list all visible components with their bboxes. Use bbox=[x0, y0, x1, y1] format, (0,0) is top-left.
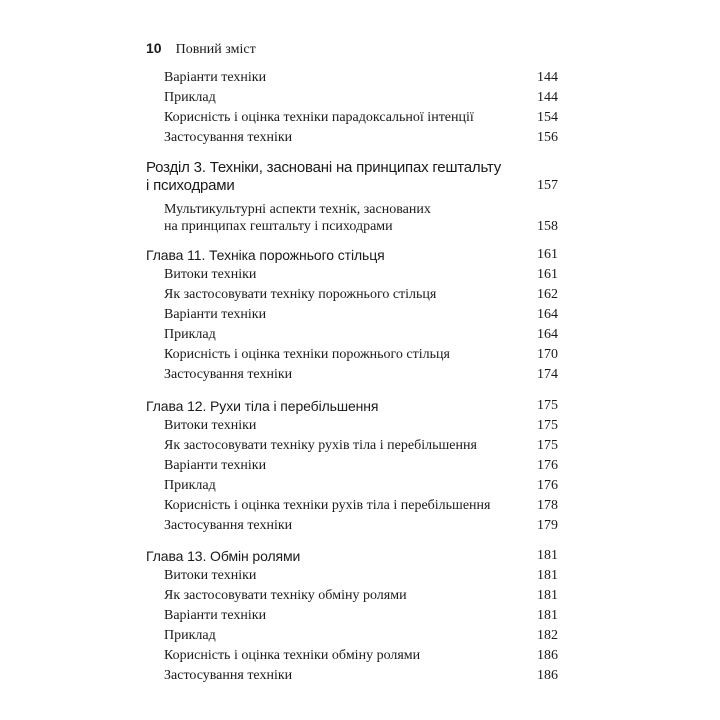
toc-entry-title: Як застосовувати техніку обміну ролями bbox=[164, 588, 407, 603]
toc-entry-page: 174 bbox=[537, 367, 558, 382]
toc-entry-title: Корисність і оцінка техніки порожнього стільця bbox=[164, 347, 450, 362]
toc-entry-page: 144 bbox=[537, 90, 558, 105]
toc-entry bbox=[146, 666, 558, 686]
toc-entry bbox=[146, 108, 558, 128]
toc-entry-page: 175 bbox=[537, 418, 558, 433]
chapter-heading bbox=[146, 546, 558, 566]
toc-entry-page: 186 bbox=[537, 668, 558, 683]
toc-entry-page: 144 bbox=[537, 70, 558, 85]
toc-entry-title: Варіанти техніки bbox=[164, 608, 267, 623]
toc-entry-title: Застосування техніки bbox=[164, 367, 293, 382]
toc-entry bbox=[146, 305, 558, 325]
toc-entry bbox=[146, 606, 558, 626]
chapter-page: 161 bbox=[537, 247, 558, 262]
toc-entry-page: 182 bbox=[537, 628, 558, 643]
toc-entry-page: 181 bbox=[537, 608, 558, 623]
toc-entry-title: Приклад bbox=[164, 478, 216, 493]
toc-entry-page: 181 bbox=[537, 588, 558, 603]
toc-entry-page: 161 bbox=[537, 267, 558, 282]
toc-entry-page: 186 bbox=[537, 648, 558, 663]
toc-entry-page: 176 bbox=[537, 458, 558, 473]
chapter-page: 175 bbox=[537, 398, 558, 413]
chapter-title: Глава 12. Рухи тіла і перебільшення bbox=[146, 398, 379, 414]
toc-entry-title: Варіанти техніки bbox=[164, 70, 267, 85]
chapter-title: Глава 11. Техніка порожнього стільця bbox=[146, 247, 385, 263]
toc-entry bbox=[146, 586, 558, 606]
toc-entry-title: Витоки техніки bbox=[164, 568, 257, 583]
toc-entry bbox=[146, 416, 558, 436]
toc-entry-line bbox=[146, 217, 558, 237]
toc-entry-title-continued: на принципах гештальту і психодрами bbox=[164, 219, 393, 234]
toc-entry-page: 158 bbox=[537, 219, 558, 234]
toc-entry bbox=[146, 285, 558, 305]
toc-entry-title: Як застосовувати техніку порожнього стільця bbox=[164, 287, 437, 302]
toc-entry-title: Корисність і оцінка техніки парадоксальної інтенції bbox=[164, 110, 474, 125]
toc-entry-title: Витоки техніки bbox=[164, 418, 257, 433]
toc-entry bbox=[146, 626, 558, 646]
toc-entry bbox=[146, 68, 558, 88]
toc-entry bbox=[146, 646, 558, 666]
chapter-heading bbox=[146, 245, 558, 265]
toc-entry bbox=[146, 365, 558, 385]
toc-entry-page: 162 bbox=[537, 287, 558, 302]
toc-entry-title: Як застосовувати техніку рухів тіла і перебільшення bbox=[164, 438, 477, 453]
toc-entry-title: Приклад bbox=[164, 628, 216, 643]
section-title: Розділ 3. Техніки, засновані на принципах гештальту bbox=[146, 159, 502, 176]
toc-entry-page: 164 bbox=[537, 307, 558, 322]
toc-entry-page: 164 bbox=[537, 327, 558, 342]
toc-entry-page: 179 bbox=[537, 518, 558, 533]
toc-entry bbox=[146, 128, 558, 148]
section-title-continued: і психодрами bbox=[146, 177, 235, 194]
toc-entry-page: 175 bbox=[537, 438, 558, 453]
toc-entry-title: Приклад bbox=[164, 327, 216, 342]
section-heading-line bbox=[146, 176, 558, 196]
toc-entry-title: Застосування техніки bbox=[164, 668, 293, 683]
toc-entry bbox=[146, 496, 558, 516]
toc-entry-title: Застосування техніки bbox=[164, 130, 293, 145]
toc-entry-title: Витоки техніки bbox=[164, 267, 257, 282]
page-number: 10 bbox=[146, 40, 162, 56]
toc-entry-title: Мультикультурні аспекти технік, заснованих bbox=[164, 202, 431, 217]
toc-entry bbox=[146, 436, 558, 456]
toc-entry-page: 178 bbox=[537, 498, 558, 513]
toc-entry bbox=[146, 566, 558, 586]
toc-entry-page: 156 bbox=[537, 130, 558, 145]
toc-entry bbox=[146, 456, 558, 476]
toc-entry-title: Корисність і оцінка техніки обміну ролями bbox=[164, 648, 421, 663]
toc-entry bbox=[146, 88, 558, 108]
toc-entry-page: 176 bbox=[537, 478, 558, 493]
section-page: 157 bbox=[537, 178, 558, 193]
toc-entry-title: Варіанти техніки bbox=[164, 458, 267, 473]
toc-entry-title: Корисність і оцінка техніки рухів тіла і перебільшення bbox=[164, 498, 491, 513]
chapter-heading bbox=[146, 396, 558, 416]
chapter-title: Глава 13. Обмін ролями bbox=[146, 548, 301, 564]
toc-entry-title: Приклад bbox=[164, 90, 216, 105]
toc-entry-page: 154 bbox=[537, 110, 558, 125]
toc-entry bbox=[146, 516, 558, 536]
toc-entry-title: Варіанти техніки bbox=[164, 307, 267, 322]
toc-entry bbox=[146, 345, 558, 365]
toc-entry bbox=[146, 325, 558, 345]
toc-entry-title: Застосування техніки bbox=[164, 518, 293, 533]
toc-entry bbox=[146, 476, 558, 496]
toc-entry bbox=[146, 265, 558, 285]
section-heading-line bbox=[146, 158, 558, 178]
chapter-page: 181 bbox=[537, 548, 558, 563]
running-title: Повний зміст bbox=[175, 42, 256, 57]
toc-entry-page: 170 bbox=[537, 347, 558, 362]
toc-entry-page: 181 bbox=[537, 568, 558, 583]
